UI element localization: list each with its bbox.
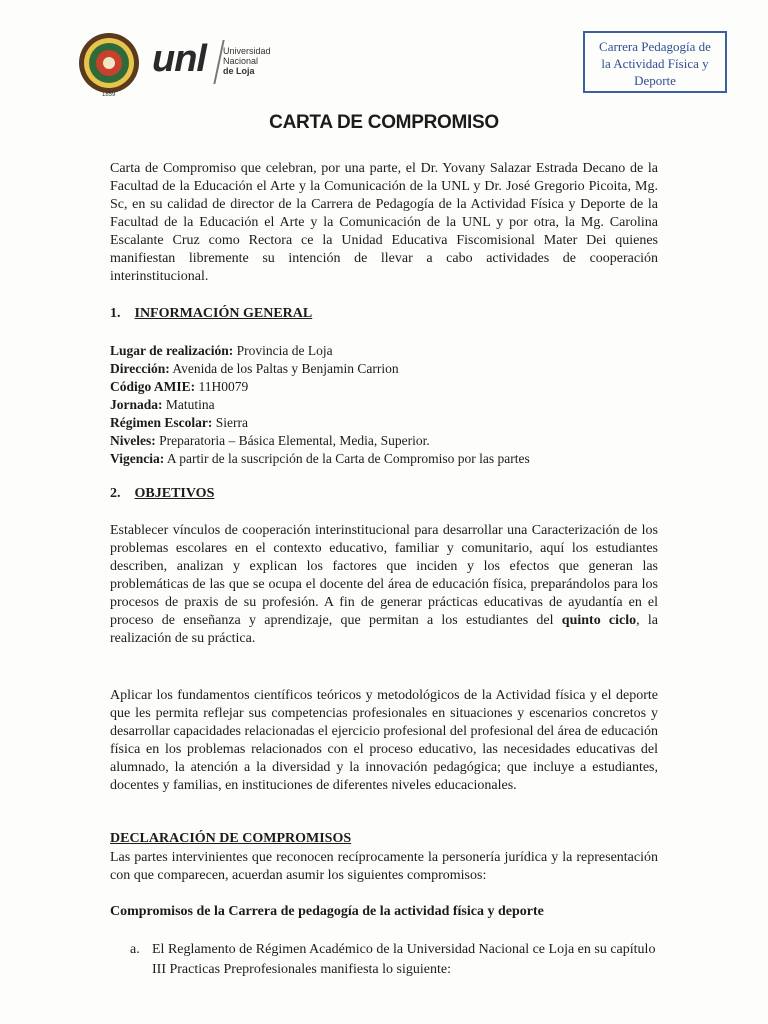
university-seal-icon [78, 32, 140, 94]
section-2-title: OBJETIVOS [134, 486, 215, 501]
declaration-paragraph: Las partes intervinientes que reconocen recíprocamente la personería jurídica y la representación con que comparecen, acuerdan asumir los siguientes compromisos: [110, 850, 658, 883]
section-2-heading [110, 486, 214, 502]
info-row-regime: Régimen Escolar: Sierra [110, 415, 248, 430]
unl-logo [78, 28, 308, 100]
info-row-address: Dirección: Avenida de los Paltas y Benjamin Carrion [110, 361, 399, 376]
item-a-text: El Reglamento de Régimen Académico de la Universidad Nacional ce Loja en su capítulo III Practicas Preprofesionales manifiesta lo siguiente: [152, 942, 656, 977]
stamp-line-3: Deporte [634, 73, 676, 88]
document-title: CARTA DE COMPROMISO [269, 112, 499, 133]
declaration-heading: DECLARACIÓN DE COMPROMISOS [110, 831, 352, 846]
university-name [223, 46, 271, 76]
info-row-schedule: Jornada: Matutina [110, 397, 215, 412]
info-row-location: Lugar de realización: Provincia de Loja [110, 343, 333, 358]
unl-wordmark: unl [152, 38, 206, 80]
program-stamp [583, 31, 727, 93]
university-line-2: Nacional [223, 56, 259, 66]
section-2-number: 2. [110, 486, 121, 501]
info-row-validity: Vigencia: A partir de la suscripción de la Carta de Compromiso por las partes [110, 451, 530, 466]
info-row-levels: Niveles: Preparatoria – Básica Elemental, Media, Superior. [110, 433, 430, 448]
info-row-amie: Código AMIE: 11H0079 [110, 379, 249, 394]
highlight-quinto-ciclo: quinto ciclo [561, 613, 637, 628]
section-1-heading [110, 306, 312, 322]
item-a-marker: a. [130, 942, 140, 957]
intro-paragraph: Carta de Compromiso que celebran, por una parte, el Dr. Yovany Salazar Estrada Decano de la Facultad de la Educación el Arte y la Comunicación de la UNL y Dr. José Gregorio Picoita, Mg. Sc, en su calidad de director de la Carrera de Pedagogía de la Actividad Física y Deporte de la Facultad de la Educación el Arte y la Comunicación de la UNL y por otra, la Mg. Carolina Escalante Cruz como Rectora ce la Unidad Educativa Fiscomisional Mater Dei quienes manifiestan libremente su intención de llevar a cabo actividades de cooperación interinstitucional. [110, 161, 658, 284]
university-line-1: Universidad [223, 46, 271, 56]
objective-paragraph-1: Establecer vínculos de cooperación interinstitucional para desarrollar una Caracterización de los problemas escolares en el contexto educativo, familiar y comunitario, aquí los estudiantes describen, analizan y explican los factores que inciden y los efectos que generan las problemáticas de las que se ocupa el docente del área de educación física, preparándolos para los procesos de praxis de su profesión. A fin de generar prácticas educativas de ayudantía en el proceso de enseñanza y aprendizaje, que permitan a los estudiantes del quinto ciclo, la realización de su práctica. [110, 523, 658, 646]
stamp-line-2: la Actividad Física y [601, 56, 709, 71]
university-line-3: de Loja [223, 66, 255, 76]
general-info-list [110, 342, 670, 468]
commitments-subheading: Compromisos de la Carrera de pedagogía de la actividad física y deporte [110, 904, 544, 919]
seal-year: 1859 [102, 92, 116, 98]
stamp-line-1: Carrera Pedagogía de [599, 39, 711, 54]
section-1-number: 1. [110, 306, 121, 321]
section-1-title: INFORMACIÓN GENERAL [134, 306, 313, 321]
objective-paragraph-2: Aplicar los fundamentos científicos teóricos y metodológicos de la Actividad física y el deporte que les permita reflejar sus competencias profesionales en situaciones y escenarios concretos y desarrollar capacidades relacionadas el ejercicio profesional del profesional del área de educación física en los problemas relacionados con el proceso educativo, las necesidades educativas del alumnado, la atención a la diversidad y la innovación pedagógica; que incluye a estudiantes, docentes y familias, en instituciones de diferentes niveles educacionales. [110, 688, 658, 793]
